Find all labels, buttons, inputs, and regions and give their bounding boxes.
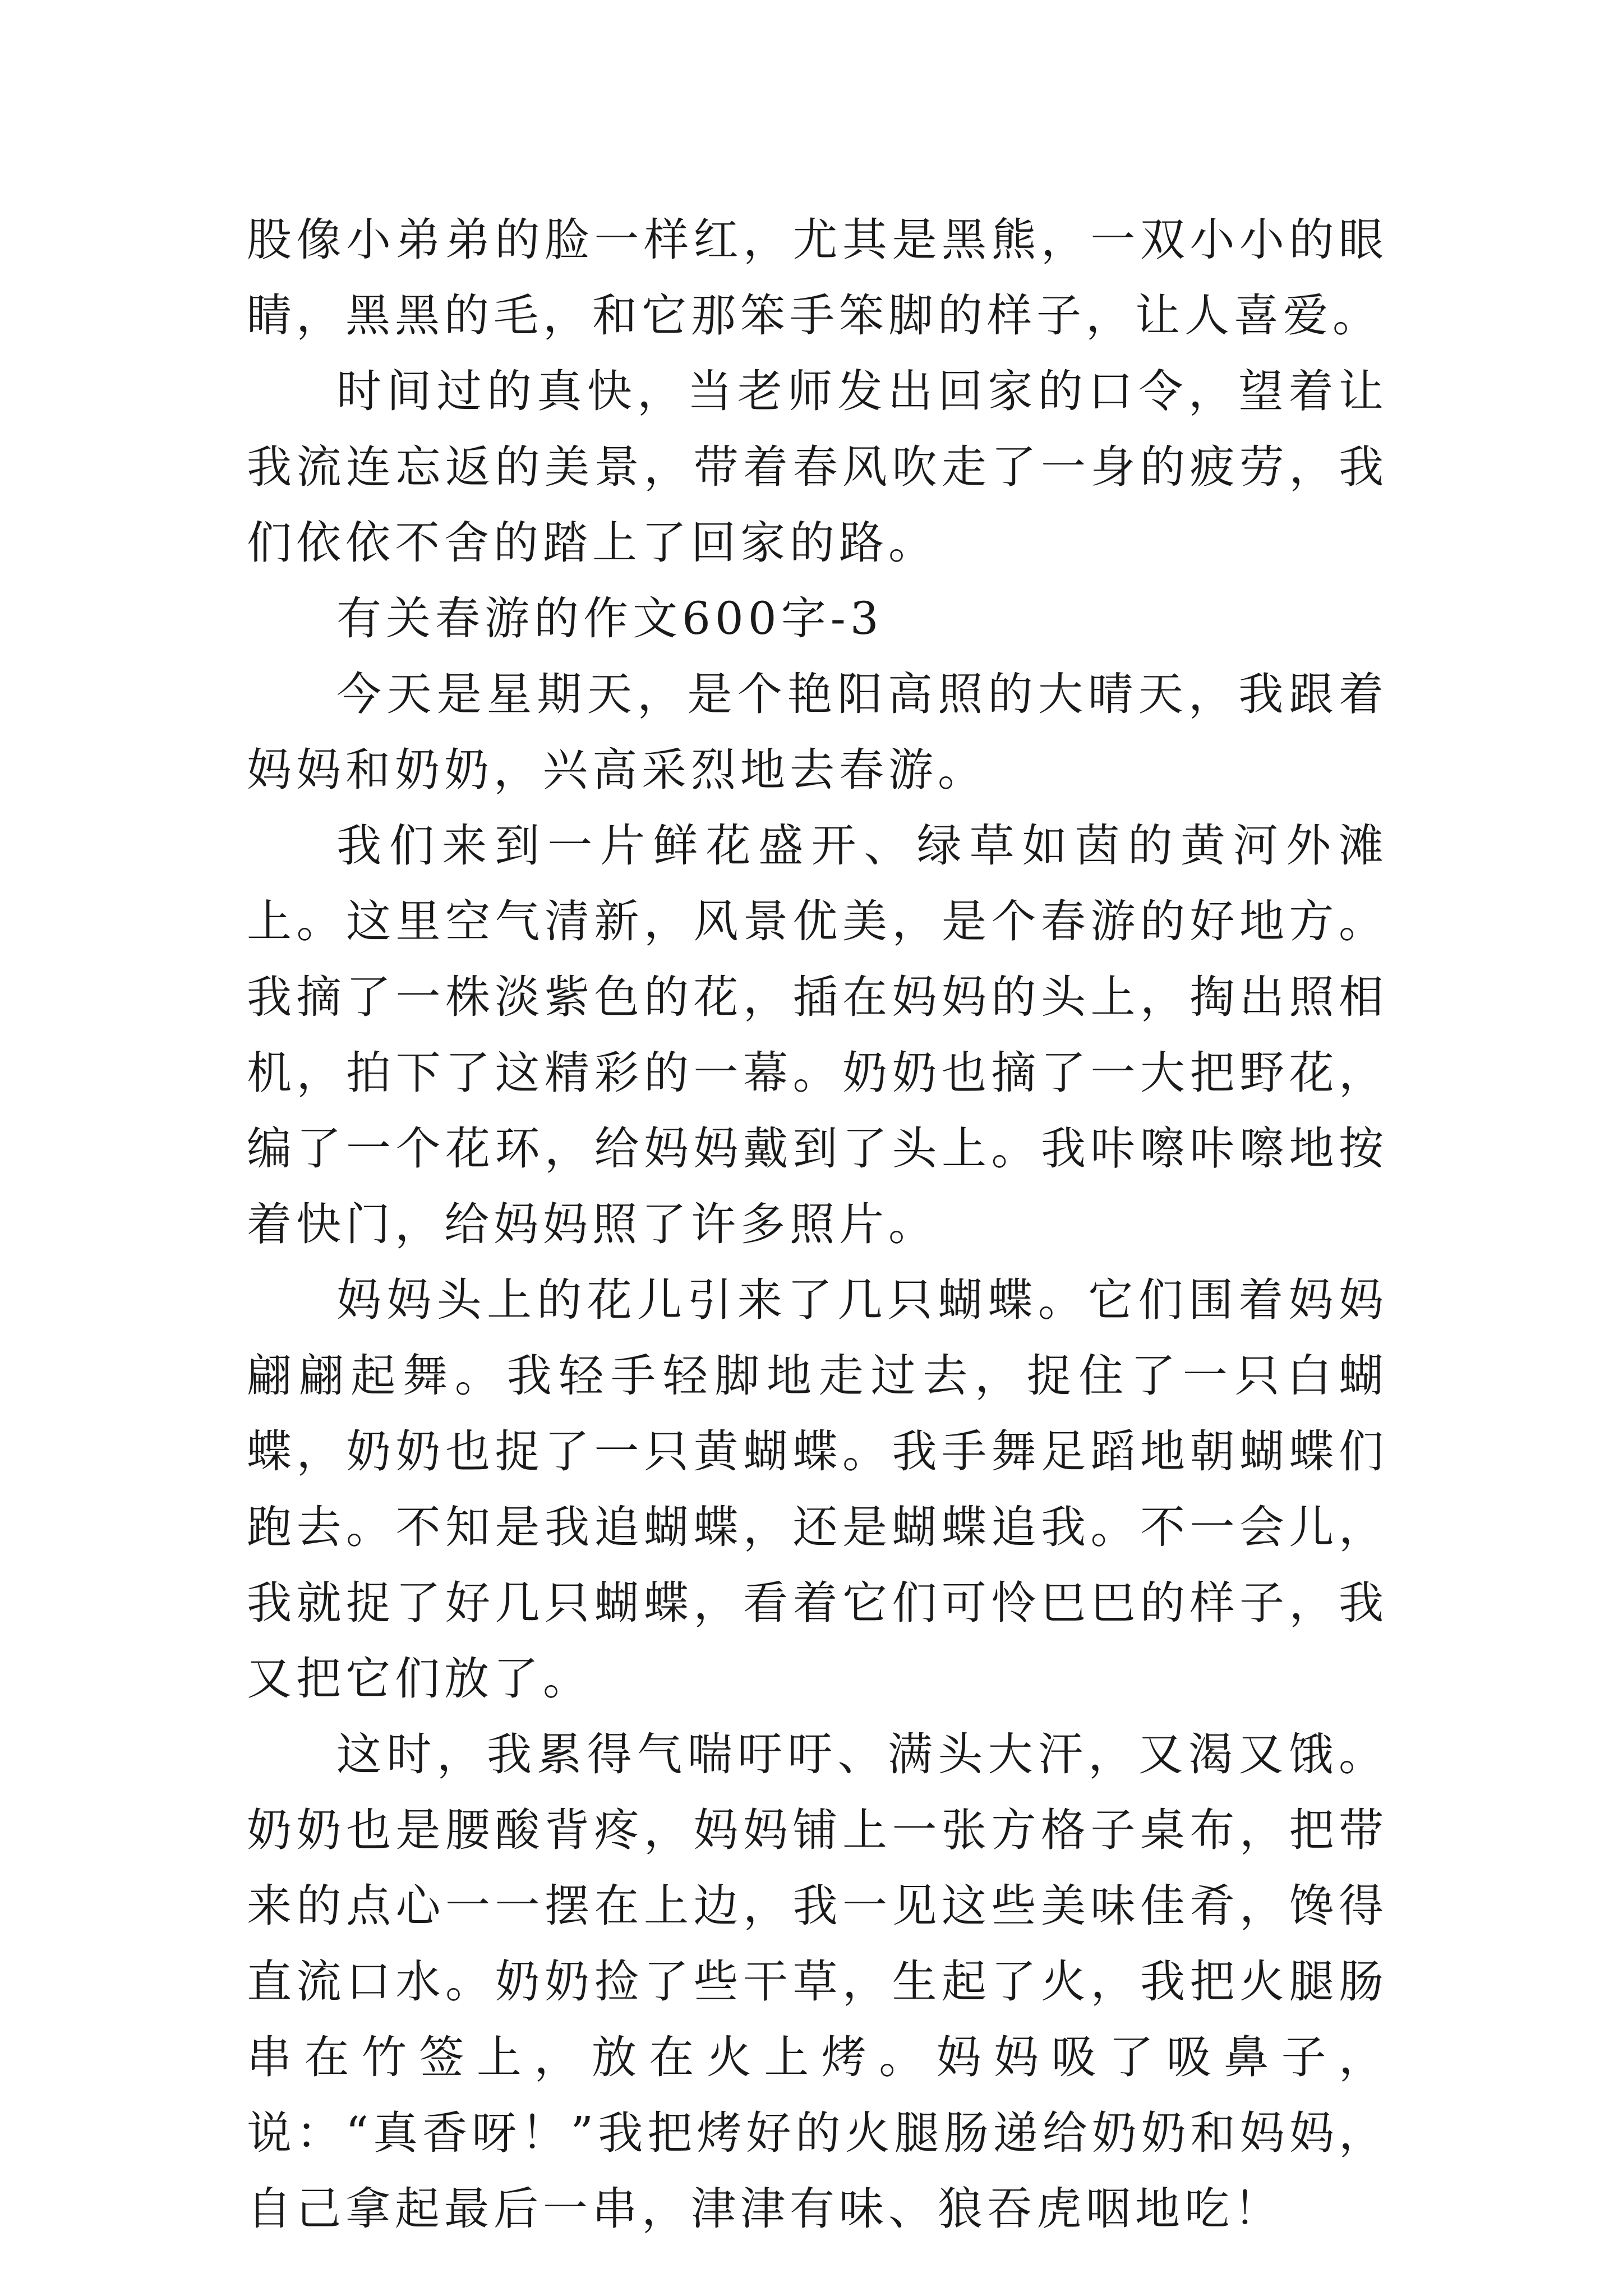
paragraph: 我们来到一片鲜花盛开、绿草如茵的黄河外滩上。这里空气清新，风景优美，是个春游的好地方。我摘了一株淡紫色的花，插在妈妈的头上，掏出照相机，拍下了这精彩的一幕。奶奶也摘了一大把野花，编了一个花环，给妈妈戴到了头上。我咔嚓咔嚓地按着快门，给妈妈照了许多照片。	[247, 820, 1388, 1250]
paragraph: 今天是星期天，是个艳阳高照的大晴天，我跟着妈妈和奶奶，兴高采烈地去春游。	[247, 668, 1388, 796]
paragraph: 这时，我累得气喘吁吁、满头大汗，又渴又饿。奶奶也是腰酸背疼，妈妈铺上一张方格子桌布，把带来的点心一一摆在上边，我一见这些美味佳肴，馋得直流口水。奶奶捡了些干草，生起了火，我把火腿肠串在竹签上，放在火上烤。妈妈吸了吸鼻子，说：“真香呀！”我把烤好的火腿肠递给奶奶和妈妈，自己拿起最后一串，津津有味、狼吞虎咽地吃！	[247, 1728, 1388, 2235]
paragraph: 时间过的真快，当老师发出回家的口令，望着让我流连忘返的美景，带着春风吹走了一身的疲劳，我们依依不舍的踏上了回家的路。	[247, 365, 1388, 569]
essay-text	[247, 202, 1388, 2247]
paragraph-continued: 股像小弟弟的脸一样红，尤其是黑熊，一双小小的眼睛，黑黑的毛，和它那笨手笨脚的样子，让人喜爱。	[247, 214, 1388, 342]
essay-title: 有关春游的作文600字-3	[336, 592, 883, 645]
paragraph: 妈妈头上的花儿引来了几只蝴蝶。它们围着妈妈翩翩起舞。我轻手轻脚地走过去，捉住了一只白蝴蝶，奶奶也捉了一只黄蝴蝶。我手舞足蹈地朝蝴蝶们跑去。不知是我追蝴蝶，还是蝴蝶追我。不一会儿，我就捉了好几只蝴蝶，看着它们可怜巴巴的样子，我又把它们放了。	[247, 1274, 1388, 1705]
